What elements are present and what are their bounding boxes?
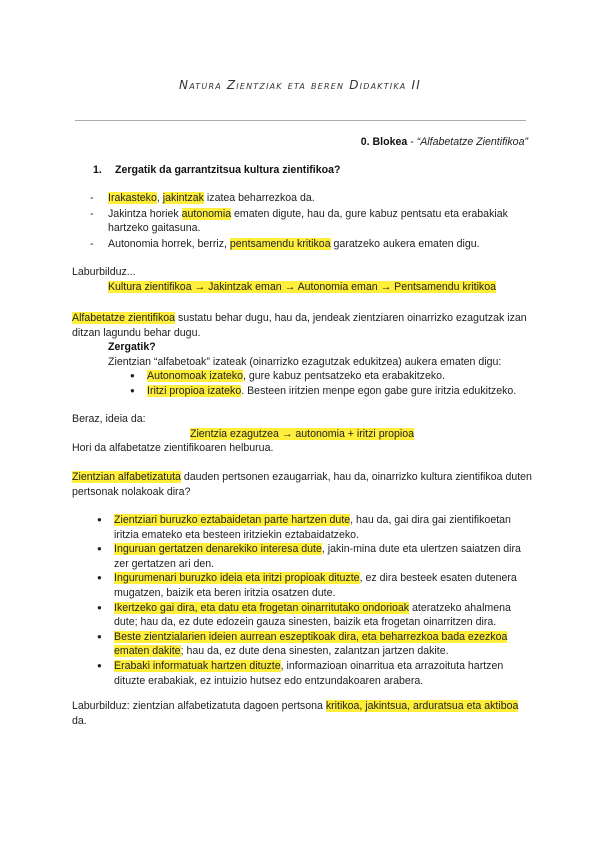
block-heading: 0. Blokea - “Alfabetatze Zientifikoa” [360,136,528,148]
final-summary: Laburbilduz: zientzian alfabetizatuta dagoen pertsona kritikoa, jakintsua, arduratsua eta aktiboa da. [72,700,519,727]
list-item: ● Ingurumenari buruzko ideia eta iritzi propioak dituzte, ez dira besteek esaten dutenera mugatzen, baizik eta beren iritzia osatzen dute. [92,571,532,600]
dash-item: - Irakasteko, jakintzak izatea beharrezkoa da. [90,191,530,206]
list-item: ● Iritzi propioa izateko. Besteen iritzien menpe egon gabe gure iritzia edukitzeko. [125,384,533,399]
summary-chain: Kultura zientifikoa → Jakintzak eman → Autonomia eman → Pentsamendu kritikoa [107,281,497,293]
list-item: ● Zientziari buruzko eztabaidetan parte hartzen dute, hau da, gai dira gai zientifikoetan iritzia emateko eta besteen iritziekin eztabaidatzeko. [92,513,532,542]
alfabetatze-paragraph: Alfabetatze zientifikoa sustatu behar dugu, hau da, jendeak zientziaren oinarrizko ezagutzak izan ditzan lagundu behar dugu. [72,312,527,339]
block-subtitle: “Alfabetatze Zientifikoa” [416,136,528,148]
idea-label: Beraz, ideia da: [72,413,146,425]
idea-after: Hori da alfabetatze zientifikoaren helburua. [72,442,274,454]
summary-label: Laburbilduz... [72,266,136,278]
traits-list [92,513,532,688]
question-heading: 1. Zergatik da garrantzitsua kultura zientifikoa? [93,164,341,176]
people-paragraph: Zientzian alfabetizatuta dauden pertsonen ezaugarriak, hau da, oinarrizko kultura zientifikoa duten pertsonak nolakoak dira? [72,471,532,498]
dash-list [90,191,530,252]
why-label: Zergatik? [108,341,156,353]
list-item: ● Inguruan gertatzen denarekiko interesa dute, jakin-mina dute eta ulertzen saiatzen dira zer gertatzen ari den. [92,542,532,571]
why-section [108,340,533,398]
list-item: ● Autonomoak izateko, gure kabuz pentsatzeko eta erabakitzeko. [125,369,533,384]
dash-item: - Jakintza horiek autonomia ematen digute, hau da, gure kabuz pentsatu eta erabakiak hartzeko gaitasuna. [90,207,530,236]
title-divider [75,120,526,121]
list-item: ● Ikertzeko gai dira, eta datu eta frogetan oinarritutako ondorioak ateratzeko ahalmena dute; hau da, ez dute edozein gauza sinesten, baizik eta frogetan oinarritzen dira. [92,601,532,630]
why-intro: Zientzian “alfabetoak” izateak (oinarrizko ezagutzak edukitzea) aukera ematen digu: [108,355,502,368]
list-item: ● Beste zientzialarien ideien aurrean eszeptikoak dira, eta beharrezkoa bada ezezkoa ematen dakite; hau da, ez dute dena sinesten, zalantzan jartzen dakite. [92,630,532,659]
idea-formula: Zientzia ezagutzea → autonomia + iritzi propioa [189,428,415,440]
block-label: 0. Blokea [360,136,408,148]
page-title: Natura Zientziak eta beren Didaktika II [179,78,421,92]
dash-item: - Autonomia horrek, berriz, pentsamendu kritikoa garatzeko aukera ematen digu. [90,237,530,252]
list-item: ● Erabaki informatuak hartzen dituzte, informazioan oinarritua eta arrazoituta hartzen dituzte erabakiak, ez intuizio hutsez edo entzundakoaren arabera. [92,659,532,688]
